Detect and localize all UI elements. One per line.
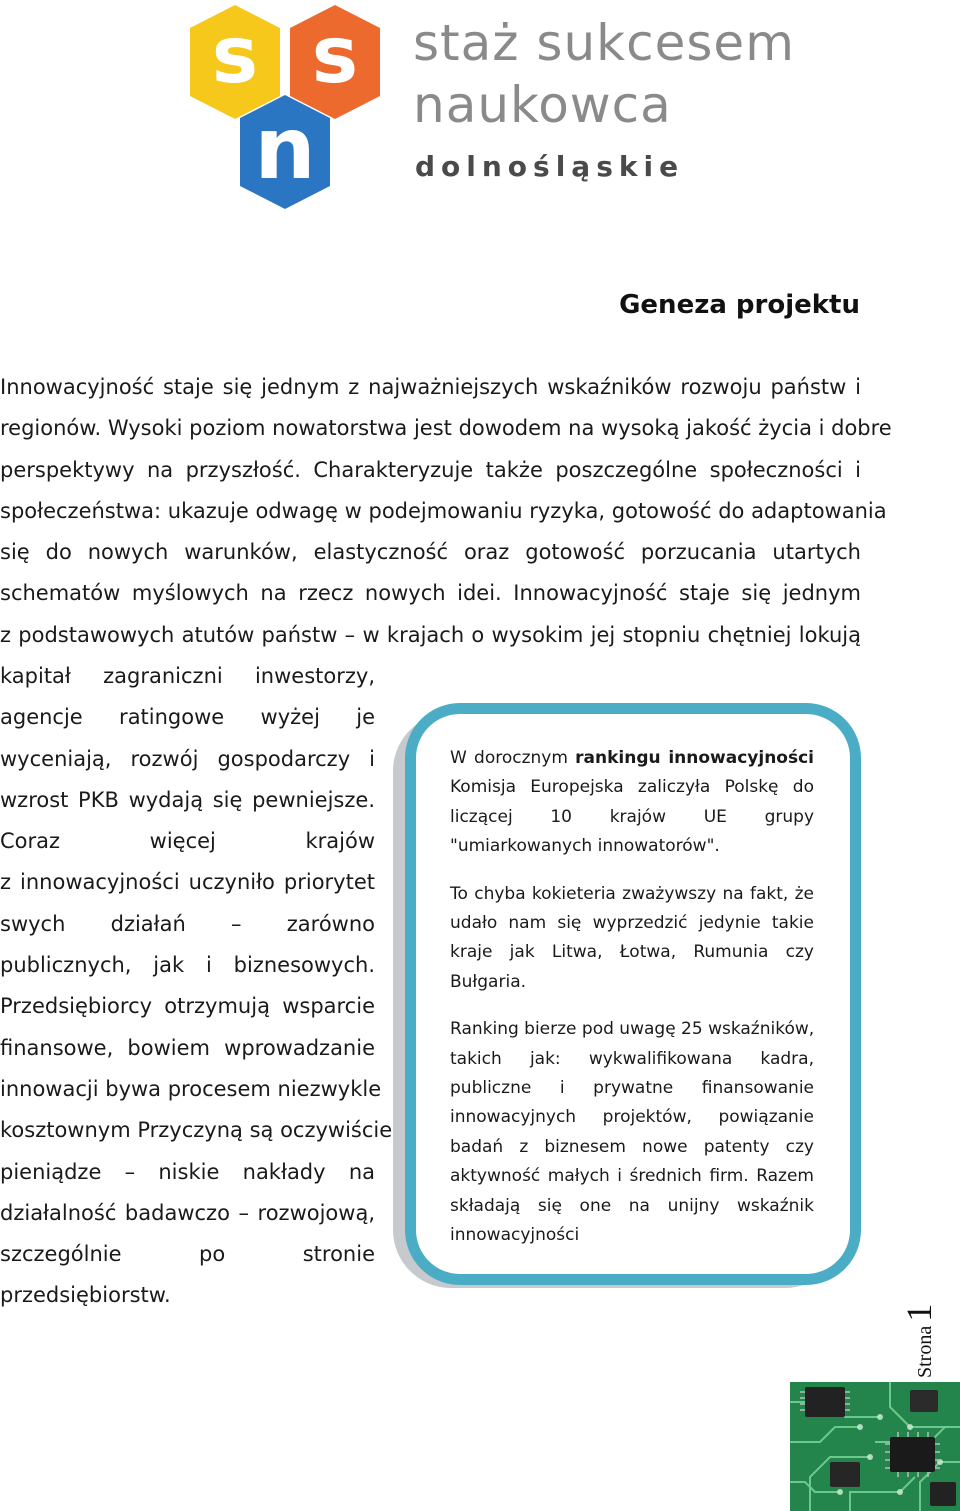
callout-bold-text: rankingu innowacyjności bbox=[575, 748, 814, 768]
callout-line: To chyba kokieteria zważywszy na fakt, że bbox=[450, 883, 814, 904]
page-number bbox=[898, 1290, 960, 1378]
callout-line: innowacyjnych projektów, powiązanie bbox=[450, 1107, 814, 1128]
column-line: Coraz więcej krajów bbox=[0, 829, 375, 854]
callout-box bbox=[405, 703, 861, 1285]
intro-line: perspektywy na przyszłość. Charakteryzuje także poszczególne społeczności i bbox=[0, 457, 861, 482]
logo-text-line2: naukowca bbox=[413, 76, 672, 134]
column-line: kosztownym Przyczyną są oczywiście bbox=[0, 1118, 393, 1143]
column-line: innowacji bywa procesem niezwykle bbox=[0, 1076, 382, 1101]
column-line: szczególnie po stronie bbox=[0, 1242, 375, 1267]
callout-line: innowacyjności bbox=[450, 1225, 580, 1246]
intro-line: społeczeństwa: ukazuje odwagę w podejmowaniu ryzyka, gotowość do adaptowania bbox=[0, 498, 887, 523]
page-number-value: 1 bbox=[899, 1303, 939, 1322]
logo-letter-2: s bbox=[311, 11, 359, 101]
column-line: finansowe, bowiem wprowadzanie bbox=[0, 1035, 375, 1060]
intro-line: schematów myślowych na rzecz nowych idei. Innowacyjność staje się jednym bbox=[0, 581, 861, 606]
column-line: Przedsiębiorcy otrzymują wsparcie bbox=[0, 994, 375, 1019]
callout-line: publiczne i prywatne finansowanie bbox=[450, 1078, 814, 1099]
intro-line: Innowacyjność staje się jednym z najważniejszych wskaźników rozwoju państw i bbox=[0, 375, 861, 399]
logo-hexagons bbox=[185, 0, 415, 215]
intro-line: regionów. Wysoki poziom nowatorstwa jest dowodem na wysoką jakość życia i dobre bbox=[0, 416, 892, 441]
callout-line: udało nam się wyprzedzić jedynie takie bbox=[450, 913, 814, 934]
callout-line: "umiarkowanych innowatorów". bbox=[450, 836, 720, 857]
callout-paragraph-3 bbox=[450, 1015, 814, 1250]
logo bbox=[185, 0, 795, 215]
logo-text-line3: dolnośląskie bbox=[415, 150, 685, 183]
callout-text: W dorocznym bbox=[450, 748, 568, 768]
column-line: agencje ratingowe wyżej je bbox=[0, 705, 375, 730]
column-line: publicznych, jak i biznesowych. bbox=[0, 953, 375, 978]
column-line: kapitał zagraniczni inwestorzy, bbox=[0, 664, 375, 688]
callout-paragraph-1 bbox=[450, 744, 814, 862]
logo-letter-1: s bbox=[211, 11, 259, 101]
page-number-text bbox=[898, 1304, 940, 1378]
logo-letter-3: n bbox=[254, 99, 316, 199]
callout-line: Komisja Europejska zaliczyła Polskę do bbox=[450, 777, 814, 798]
callout-paragraph-2 bbox=[450, 880, 814, 998]
callout-line: liczącej 10 krajów UE grupy bbox=[450, 806, 814, 827]
intro-line: z podstawowych atutów państw – w krajach o wysokim jej stopniu chętniej lokują bbox=[0, 622, 861, 647]
callout-line: kraje jak Litwa, Łotwa, Rumunia czy bbox=[450, 942, 814, 963]
column-line: wyceniają, rozwój gospodarczy i bbox=[0, 746, 375, 771]
callout-line: składają się one na unijny wskaźnik bbox=[450, 1195, 814, 1216]
callout-line bbox=[450, 744, 814, 773]
callout-line: Bułgaria. bbox=[450, 971, 527, 992]
column-line: wzrost PKB wydają się pewniejsze. bbox=[0, 787, 375, 812]
intro-line: się do nowych warunków, elastyczność oraz gotowość porzucania utartych bbox=[0, 540, 861, 565]
column-line: działalność badawczo – rozwojową, bbox=[0, 1200, 375, 1225]
page-title: Geneza projektu bbox=[619, 290, 860, 320]
column-line: z innowacyjności uczyniło priorytet bbox=[0, 870, 375, 895]
callout-line: badań z biznesem nowe patenty czy bbox=[450, 1136, 814, 1157]
callout-line: Ranking bierze pod uwagę 25 wskaźników, bbox=[450, 1019, 815, 1040]
circuit-board-image bbox=[790, 1382, 960, 1511]
callout-line: takich jak: wykwalifikowana kadra, bbox=[450, 1048, 814, 1069]
page-number-label: Strona bbox=[914, 1325, 936, 1378]
callout-line: aktywność małych i średnich firm. Razem bbox=[450, 1166, 814, 1187]
column-paragraph bbox=[0, 656, 393, 1317]
column-line: swych działań – zarówno bbox=[0, 911, 375, 936]
callout-content bbox=[450, 744, 814, 1269]
intro-paragraph bbox=[0, 367, 892, 656]
column-line: pieniądze – niskie nakłady na bbox=[0, 1159, 375, 1184]
logo-text-line1: staż sukcesem bbox=[413, 14, 795, 72]
column-line: przedsiębiorstw. bbox=[0, 1283, 171, 1308]
circuit-board-graphic bbox=[790, 1382, 960, 1511]
